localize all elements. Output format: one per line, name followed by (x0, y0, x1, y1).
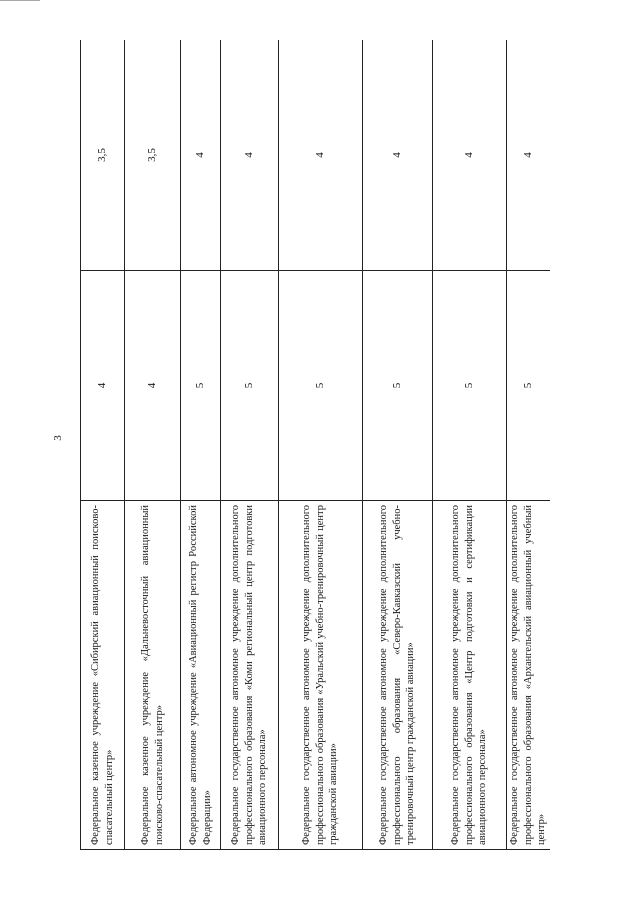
page-number: 3 (52, 435, 64, 441)
organization-cell: Федеральное государственное автономное учреждение дополнительного профессионального образования «Северо-Кавказский учебно-тренировочный центр гражданской авиации» (363, 501, 433, 850)
value-b-cell: 4 (221, 40, 279, 271)
organization-cell: Федеральное государственное автономное учреждение дополнительного профессионального образования «Архангельский авиационный учебный центр» (507, 501, 551, 850)
table-row (81, 40, 125, 850)
value-a-cell: 4 (81, 271, 125, 501)
organizations-table (80, 40, 550, 850)
value-b-cell: 4 (433, 40, 507, 271)
rotated-table-frame (80, 40, 550, 850)
organization-cell: Федеральное казенное учреждение «Сибирский авиационный поисково-спасательный центр» (81, 501, 125, 850)
value-a-cell: 5 (433, 271, 507, 501)
scan-edge-mark (0, 0, 40, 7)
table-row (279, 40, 363, 850)
table-row (221, 40, 279, 850)
organization-cell: Федеральное государственное автономное учреждение дополнительного профессионального образования «Центр подготовки и сертификации авиационного персонала» (433, 501, 507, 850)
value-a-cell: 5 (181, 271, 221, 501)
value-a-cell: 5 (279, 271, 363, 501)
value-a-cell: 5 (363, 271, 433, 501)
table-row (125, 40, 181, 850)
value-b-cell: 4 (279, 40, 363, 271)
table-row (363, 40, 433, 850)
table-container (80, 40, 550, 850)
value-a-cell: 5 (221, 271, 279, 501)
table-row (433, 40, 507, 850)
value-b-cell: 4 (363, 40, 433, 271)
organization-cell: Федеральное автономное учреждение «Авиационный регистр Российской Федерации» (181, 501, 221, 850)
value-b-cell: 4 (507, 40, 551, 271)
table-row (507, 40, 551, 850)
value-b-cell: 3,5 (81, 40, 125, 271)
value-a-cell: 5 (507, 271, 551, 501)
organization-cell: Федеральное казенное учреждение «Дальневосточный авиационный поисково-спасательный центр» (125, 501, 181, 850)
table-row (181, 40, 221, 850)
value-b-cell: 3,5 (125, 40, 181, 271)
value-a-cell: 4 (125, 271, 181, 501)
organization-cell: Федеральное государственное автономное учреждение дополнительного профессионального образования «Уральский учебно-тренировочный центр гражданской авиации» (279, 501, 363, 850)
organization-cell: Федеральное государственное автономное учреждение дополнительного профессионального образования «Коми региональный центр подготовки авиационного персонала» (221, 501, 279, 850)
value-b-cell: 4 (181, 40, 221, 271)
